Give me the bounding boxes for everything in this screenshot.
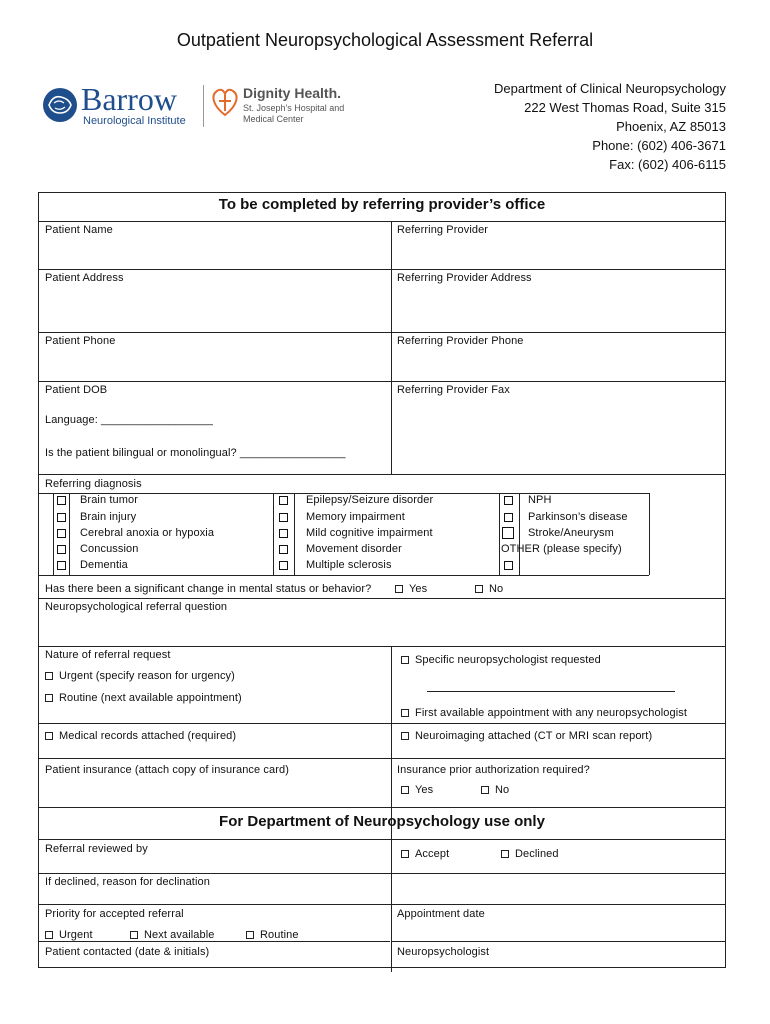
divider: [39, 758, 725, 759]
dignity-logo: [205, 83, 355, 131]
section2-heading: For Department of Neuropsychology use only: [219, 813, 545, 830]
patient-address-label: Patient Address: [45, 272, 124, 284]
divider: [39, 269, 725, 270]
divider: [39, 598, 725, 599]
declined-label: Declined: [515, 848, 559, 860]
mental-change-question: Has there been a significant change in mental status or behavior?: [45, 583, 372, 595]
dignity-sub1: St. Joseph's Hospital and: [243, 103, 345, 113]
diagnosis-grid-line: [294, 493, 295, 575]
dx-movement: Movement disorder: [306, 543, 402, 555]
dx-brain-tumor-checkbox[interactable]: [57, 496, 66, 505]
priority-label: Priority for accepted referral: [45, 908, 184, 920]
priority-urgent-label: Urgent: [59, 929, 93, 941]
divider: [39, 941, 390, 942]
first-available-option-label: First available appointment with any neuropsychologist: [415, 707, 687, 719]
divider: [39, 723, 725, 724]
dx-other-label: OTHER (please specify): [501, 543, 622, 555]
dx-mci: Mild cognitive impairment: [306, 527, 433, 539]
checkbox-icon: [45, 931, 53, 939]
divider: [391, 941, 725, 942]
declined-option[interactable]: [501, 848, 559, 860]
specific-np-line[interactable]: [427, 691, 675, 692]
dx-mci-checkbox[interactable]: [279, 529, 288, 538]
nature-label: Nature of referral request: [45, 649, 171, 661]
barrow-name: Barrow: [81, 81, 177, 117]
patient-phone-label: Patient Phone: [45, 335, 116, 347]
patient-dob-label: Patient DOB: [45, 384, 108, 396]
divider: [39, 807, 725, 808]
diagnosis-grid-line: [519, 493, 520, 575]
diagnosis-grid-line: [649, 493, 650, 575]
auth-no-option[interactable]: [481, 784, 509, 796]
divider: [39, 474, 725, 475]
diagnosis-grid-line: [69, 493, 70, 575]
dx-anoxia-checkbox[interactable]: [57, 529, 66, 538]
neuroimaging-option[interactable]: [401, 730, 652, 742]
column-divider: [391, 221, 392, 474]
priority-routine-option[interactable]: [246, 929, 299, 941]
page-title: Outpatient Neuropsychological Assessment Referral: [176, 30, 594, 50]
referral-question-label: Neuropsychological referral question: [45, 601, 228, 613]
checkbox-icon: [481, 786, 489, 794]
priority-routine-label: Routine: [260, 929, 299, 941]
department-name: Department of Clinical Neuropsychology: [494, 81, 726, 96]
checkbox-icon: [475, 585, 483, 593]
priority-next-label: Next available: [144, 929, 215, 941]
accept-option[interactable]: [401, 848, 449, 860]
referring-provider-fax-label: Referring Provider Fax: [397, 384, 510, 396]
declined-reason-label: If declined, reason for declination: [45, 876, 210, 888]
auth-no-label: No: [495, 784, 510, 796]
dx-brain-tumor: Brain tumor: [80, 494, 138, 506]
first-available-option[interactable]: [401, 707, 687, 719]
mental-change-yes[interactable]: [395, 583, 427, 595]
dx-epilepsy: Epilepsy/Seizure disorder: [306, 494, 434, 506]
mental-change-yes-label: Yes: [409, 583, 428, 595]
dx-nph-checkbox[interactable]: [504, 496, 513, 505]
dx-anoxia: Cerebral anoxia or hypoxia: [80, 527, 215, 539]
medical-records-option-label: Medical records attached (required): [59, 730, 237, 742]
logo-divider: [203, 85, 204, 127]
diagnosis-grid-line: [499, 493, 500, 575]
routine-option[interactable]: [45, 692, 242, 704]
dx-stroke-checkbox[interactable]: [502, 527, 514, 539]
divider: [39, 873, 725, 874]
dx-concussion-checkbox[interactable]: [57, 545, 66, 554]
specific-np-option[interactable]: [401, 654, 601, 666]
dignity-sub2: Medical Center: [243, 114, 304, 124]
dx-ms-checkbox[interactable]: [279, 561, 288, 570]
checkbox-icon: [130, 931, 138, 939]
dx-stroke: Stroke/Aneurysm: [528, 527, 614, 539]
language-field[interactable]: Language: __________________: [45, 414, 213, 426]
dx-brain-injury: Brain injury: [80, 511, 137, 523]
referring-provider-label: Referring Provider: [397, 224, 489, 236]
barrow-subtitle: Neurological Institute: [83, 115, 186, 127]
diagnosis-grid-line: [53, 493, 54, 575]
divider: [39, 332, 725, 333]
dx-nph: NPH: [528, 494, 552, 506]
checkbox-icon: [501, 850, 509, 858]
medical-records-option[interactable]: [45, 730, 236, 742]
urgent-option[interactable]: [45, 670, 235, 682]
urgent-option-label: Urgent (specify reason for urgency): [59, 670, 235, 682]
neuroimaging-option-label: Neuroimaging attached (CT or MRI scan report): [415, 730, 653, 742]
dignity-heart-icon: [208, 85, 242, 119]
checkbox-icon: [401, 786, 409, 794]
department-fax: Fax: (602) 406-6115: [609, 157, 726, 172]
checkbox-icon: [246, 931, 254, 939]
department-city: Phoenix, AZ 85013: [616, 119, 726, 134]
insurance-label: Patient insurance (attach copy of insurance card): [45, 764, 289, 776]
dx-memory-checkbox[interactable]: [279, 513, 288, 522]
patient-contacted-label: Patient contacted (date & initials): [45, 946, 210, 958]
checkbox-icon: [401, 709, 409, 717]
dignity-name: Dignity Health.: [243, 85, 342, 101]
dx-ms: Multiple sclerosis: [306, 559, 392, 571]
reviewed-by-label: Referral reviewed by: [45, 843, 148, 855]
dx-dementia: Dementia: [80, 559, 128, 571]
dx-memory: Memory impairment: [306, 511, 405, 523]
referral-form: [38, 192, 726, 968]
diagnosis-grid-line: [273, 493, 274, 575]
department-phone: Phone: (602) 406-3671: [592, 138, 726, 153]
dx-parkinsons-checkbox[interactable]: [504, 513, 513, 522]
diagnosis-heading: Referring diagnosis: [45, 478, 142, 490]
divider: [39, 221, 725, 222]
checkbox-icon: [401, 656, 409, 664]
checkbox-icon: [45, 732, 53, 740]
column-divider: [391, 646, 392, 972]
diagnosis-grid-line: [39, 575, 649, 576]
checkbox-icon: [401, 732, 409, 740]
neuropsychologist-label: Neuropsychologist: [397, 946, 490, 958]
barrow-logo: [41, 83, 201, 131]
checkbox-icon: [395, 585, 403, 593]
patient-name-label: Patient Name: [45, 224, 113, 236]
checkbox-icon: [45, 694, 53, 702]
prior-auth-label: Insurance prior authorization required?: [397, 764, 590, 776]
section1-heading: To be completed by referring provider’s office: [218, 196, 546, 213]
auth-yes-label: Yes: [415, 784, 434, 796]
mental-change-no[interactable]: [475, 583, 503, 595]
divider: [39, 839, 725, 840]
referring-provider-phone-label: Referring Provider Phone: [397, 335, 524, 347]
mental-change-no-label: No: [489, 583, 504, 595]
dx-parkinsons: Parkinson’s disease: [528, 511, 628, 523]
priority-urgent-option[interactable]: [45, 929, 93, 941]
priority-next-option[interactable]: [130, 929, 215, 941]
accept-label: Accept: [415, 848, 450, 860]
checkbox-icon: [45, 672, 53, 680]
dx-other-checkbox[interactable]: [504, 561, 513, 570]
divider: [39, 381, 725, 382]
dx-epilepsy-checkbox[interactable]: [279, 496, 288, 505]
specific-np-option-label: Specific neuropsychologist requested: [415, 654, 601, 666]
auth-yes-option[interactable]: [401, 784, 433, 796]
appointment-date-label: Appointment date: [397, 908, 485, 920]
department-info: [494, 79, 726, 174]
routine-option-label: Routine (next available appointment): [59, 692, 242, 704]
dx-concussion: Concussion: [80, 543, 139, 555]
divider: [39, 904, 725, 905]
checkbox-icon: [401, 850, 409, 858]
dx-movement-checkbox[interactable]: [279, 545, 288, 554]
bilingual-field[interactable]: Is the patient bilingual or monolingual? _________________: [45, 447, 346, 459]
referring-provider-address-label: Referring Provider Address: [397, 272, 532, 284]
dx-brain-injury-checkbox[interactable]: [57, 513, 66, 522]
divider: [39, 646, 725, 647]
dx-dementia-checkbox[interactable]: [57, 561, 66, 570]
department-address: 222 West Thomas Road, Suite 315: [524, 100, 726, 115]
